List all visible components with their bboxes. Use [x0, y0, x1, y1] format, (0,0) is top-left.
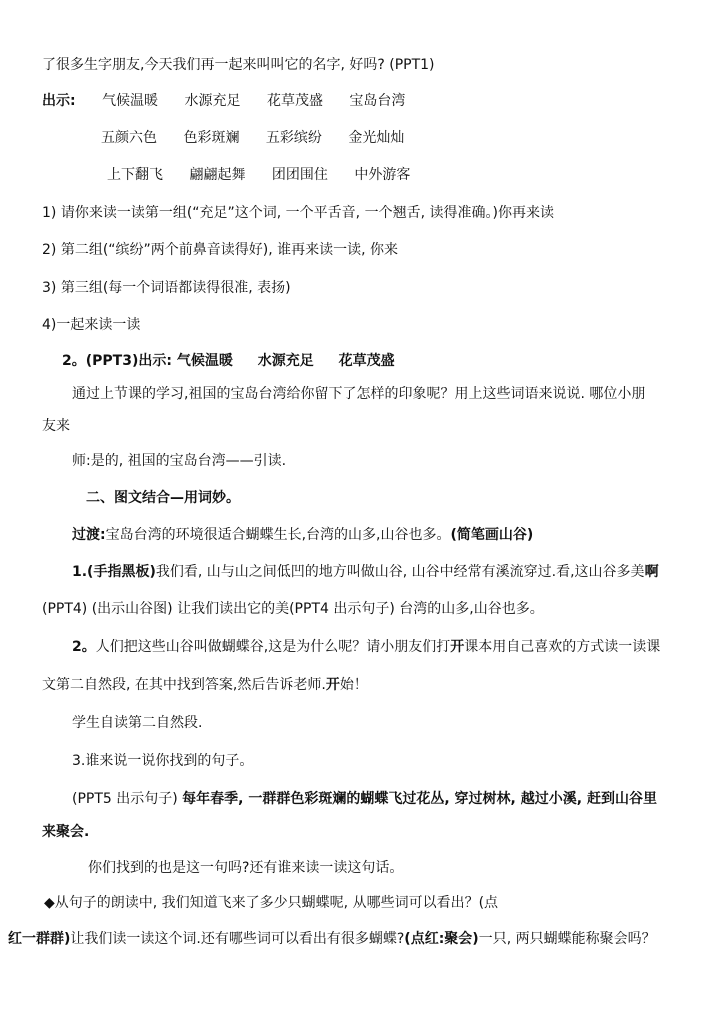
word: 宝岛台湾: [349, 93, 406, 109]
word: 团团围住: [271, 167, 328, 183]
paragraph-text: 课本用自己喜欢的方式读一读课: [464, 639, 661, 655]
paragraph-line: [8, 929, 656, 949]
word: 气候温暖: [102, 93, 159, 109]
step-3: 3) 第三组(每一个词语都读得很准, 表扬): [42, 280, 291, 296]
word: 五颜六色: [101, 130, 157, 146]
word: 上下翻飞: [107, 167, 163, 183]
paragraph-line: 通过上节课的学习,祖国的宝岛台湾给你留下了怎样的印象呢？用上这些词语来说说. 哪位小朋: [72, 386, 646, 402]
highlight-note: (点红:聚会): [404, 931, 479, 947]
word: 中外游客: [354, 167, 411, 183]
word: 气候温暖: [176, 353, 233, 369]
transition-text: 宝岛台湾的环境很适合蝴蝶生长,台湾的山多,山谷也多。: [105, 527, 451, 543]
word: 花草茂盛: [338, 353, 395, 369]
word: 花草茂盛: [266, 93, 323, 109]
paragraph-line: 师:是的, 祖国的宝岛台湾——引读.: [72, 453, 287, 469]
word: 五彩缤纷: [265, 130, 322, 146]
paragraph-text: 我们看, 山与山之间低凹的地方叫做山谷, 山谷中经常有溪流穿过.看,这山谷多美: [155, 564, 645, 580]
transition-line: [72, 525, 533, 545]
item-number: 1.(手指黑板): [72, 564, 156, 580]
word: 色彩斑斓: [183, 130, 240, 146]
paragraph-text: 开: [325, 677, 340, 693]
show-label: 出示:: [42, 93, 76, 109]
section-heading: 二、图文结合—用词妙。: [86, 490, 240, 506]
word: 金光灿灿: [348, 130, 405, 146]
paragraph-text: 啊: [644, 564, 659, 580]
word: 翩翩起舞: [189, 167, 246, 183]
paragraph-line: [42, 675, 368, 695]
heading-prefix: 2。(PPT3)出示:: [62, 353, 172, 369]
highlight-note: 红一群群): [8, 931, 71, 947]
word-row-3: [107, 165, 410, 185]
transition-note: (简笔画山谷): [450, 527, 534, 543]
paragraph-line: 了很多生字朋友,今天我们再一起来叫叫它的名字, 好吗? (PPT1): [42, 57, 435, 73]
word: 水源充足: [184, 93, 241, 109]
key-sentence: 来聚会.: [42, 824, 90, 840]
paragraph-line: 你们找到的也是这一句吗?还有谁来读一读这句话。: [88, 860, 404, 876]
paragraph-line: [72, 789, 657, 809]
paragraph-text: 一只, 两只蝴蝶能称聚会吗？: [478, 931, 656, 947]
ppt-label: (PPT5 出示句子): [72, 791, 178, 807]
step-1: 1) 请你来读一读第一组(“充足”这个词, 一个平舌音, 一个翘舌, 读得准确。)你再来读: [42, 205, 554, 221]
paragraph-text: 文第二自然段, 在其中找到答案,然后告诉老师.: [42, 677, 326, 693]
paragraph-text: 开: [450, 639, 465, 655]
paragraph-line: [72, 637, 660, 657]
paragraph-line: [72, 562, 659, 582]
paragraph-line: 学生自读第二自然段.: [72, 715, 203, 731]
paragraph-text: 始！: [339, 677, 368, 693]
paragraph-text: 让我们读一读这个词.还有哪些词可以看出有很多蝴蝶?: [70, 931, 405, 947]
step-2: 2) 第二组(“缤纷”两个前鼻音读得好), 谁再来读一读, 你来: [42, 242, 399, 258]
paragraph-line: ◆从句子的朗读中, 我们知道飞来了多少只蝴蝶呢, 从哪些词可以看出？(点: [44, 895, 499, 911]
step-4: 4)一起来读一读: [42, 317, 141, 333]
paragraph-line: 友来: [42, 418, 70, 434]
paragraph-line: 3.谁来说一说你找到的句子。: [72, 753, 254, 769]
paragraph-text: 人们把这些山谷叫做蝴蝶谷,这是为什么呢？请小朋友们打: [95, 639, 451, 655]
item-number: 2。: [72, 639, 96, 655]
paragraph-line: (PPT4) (出示山谷图) 让我们读出它的美(PPT4 出示句子) 台湾的山多,山谷也多。: [42, 601, 544, 617]
section-2-heading: [62, 351, 395, 371]
word-row-2: [101, 128, 404, 148]
word: 水源充足: [257, 353, 314, 369]
key-sentence: 每年春季, 一群群色彩斑斓的蝴蝶飞过花丛, 穿过树林, 越过小溪, 赶到山谷里: [182, 791, 657, 807]
transition-label: 过渡:: [72, 527, 106, 543]
word-row-1: [42, 91, 405, 111]
